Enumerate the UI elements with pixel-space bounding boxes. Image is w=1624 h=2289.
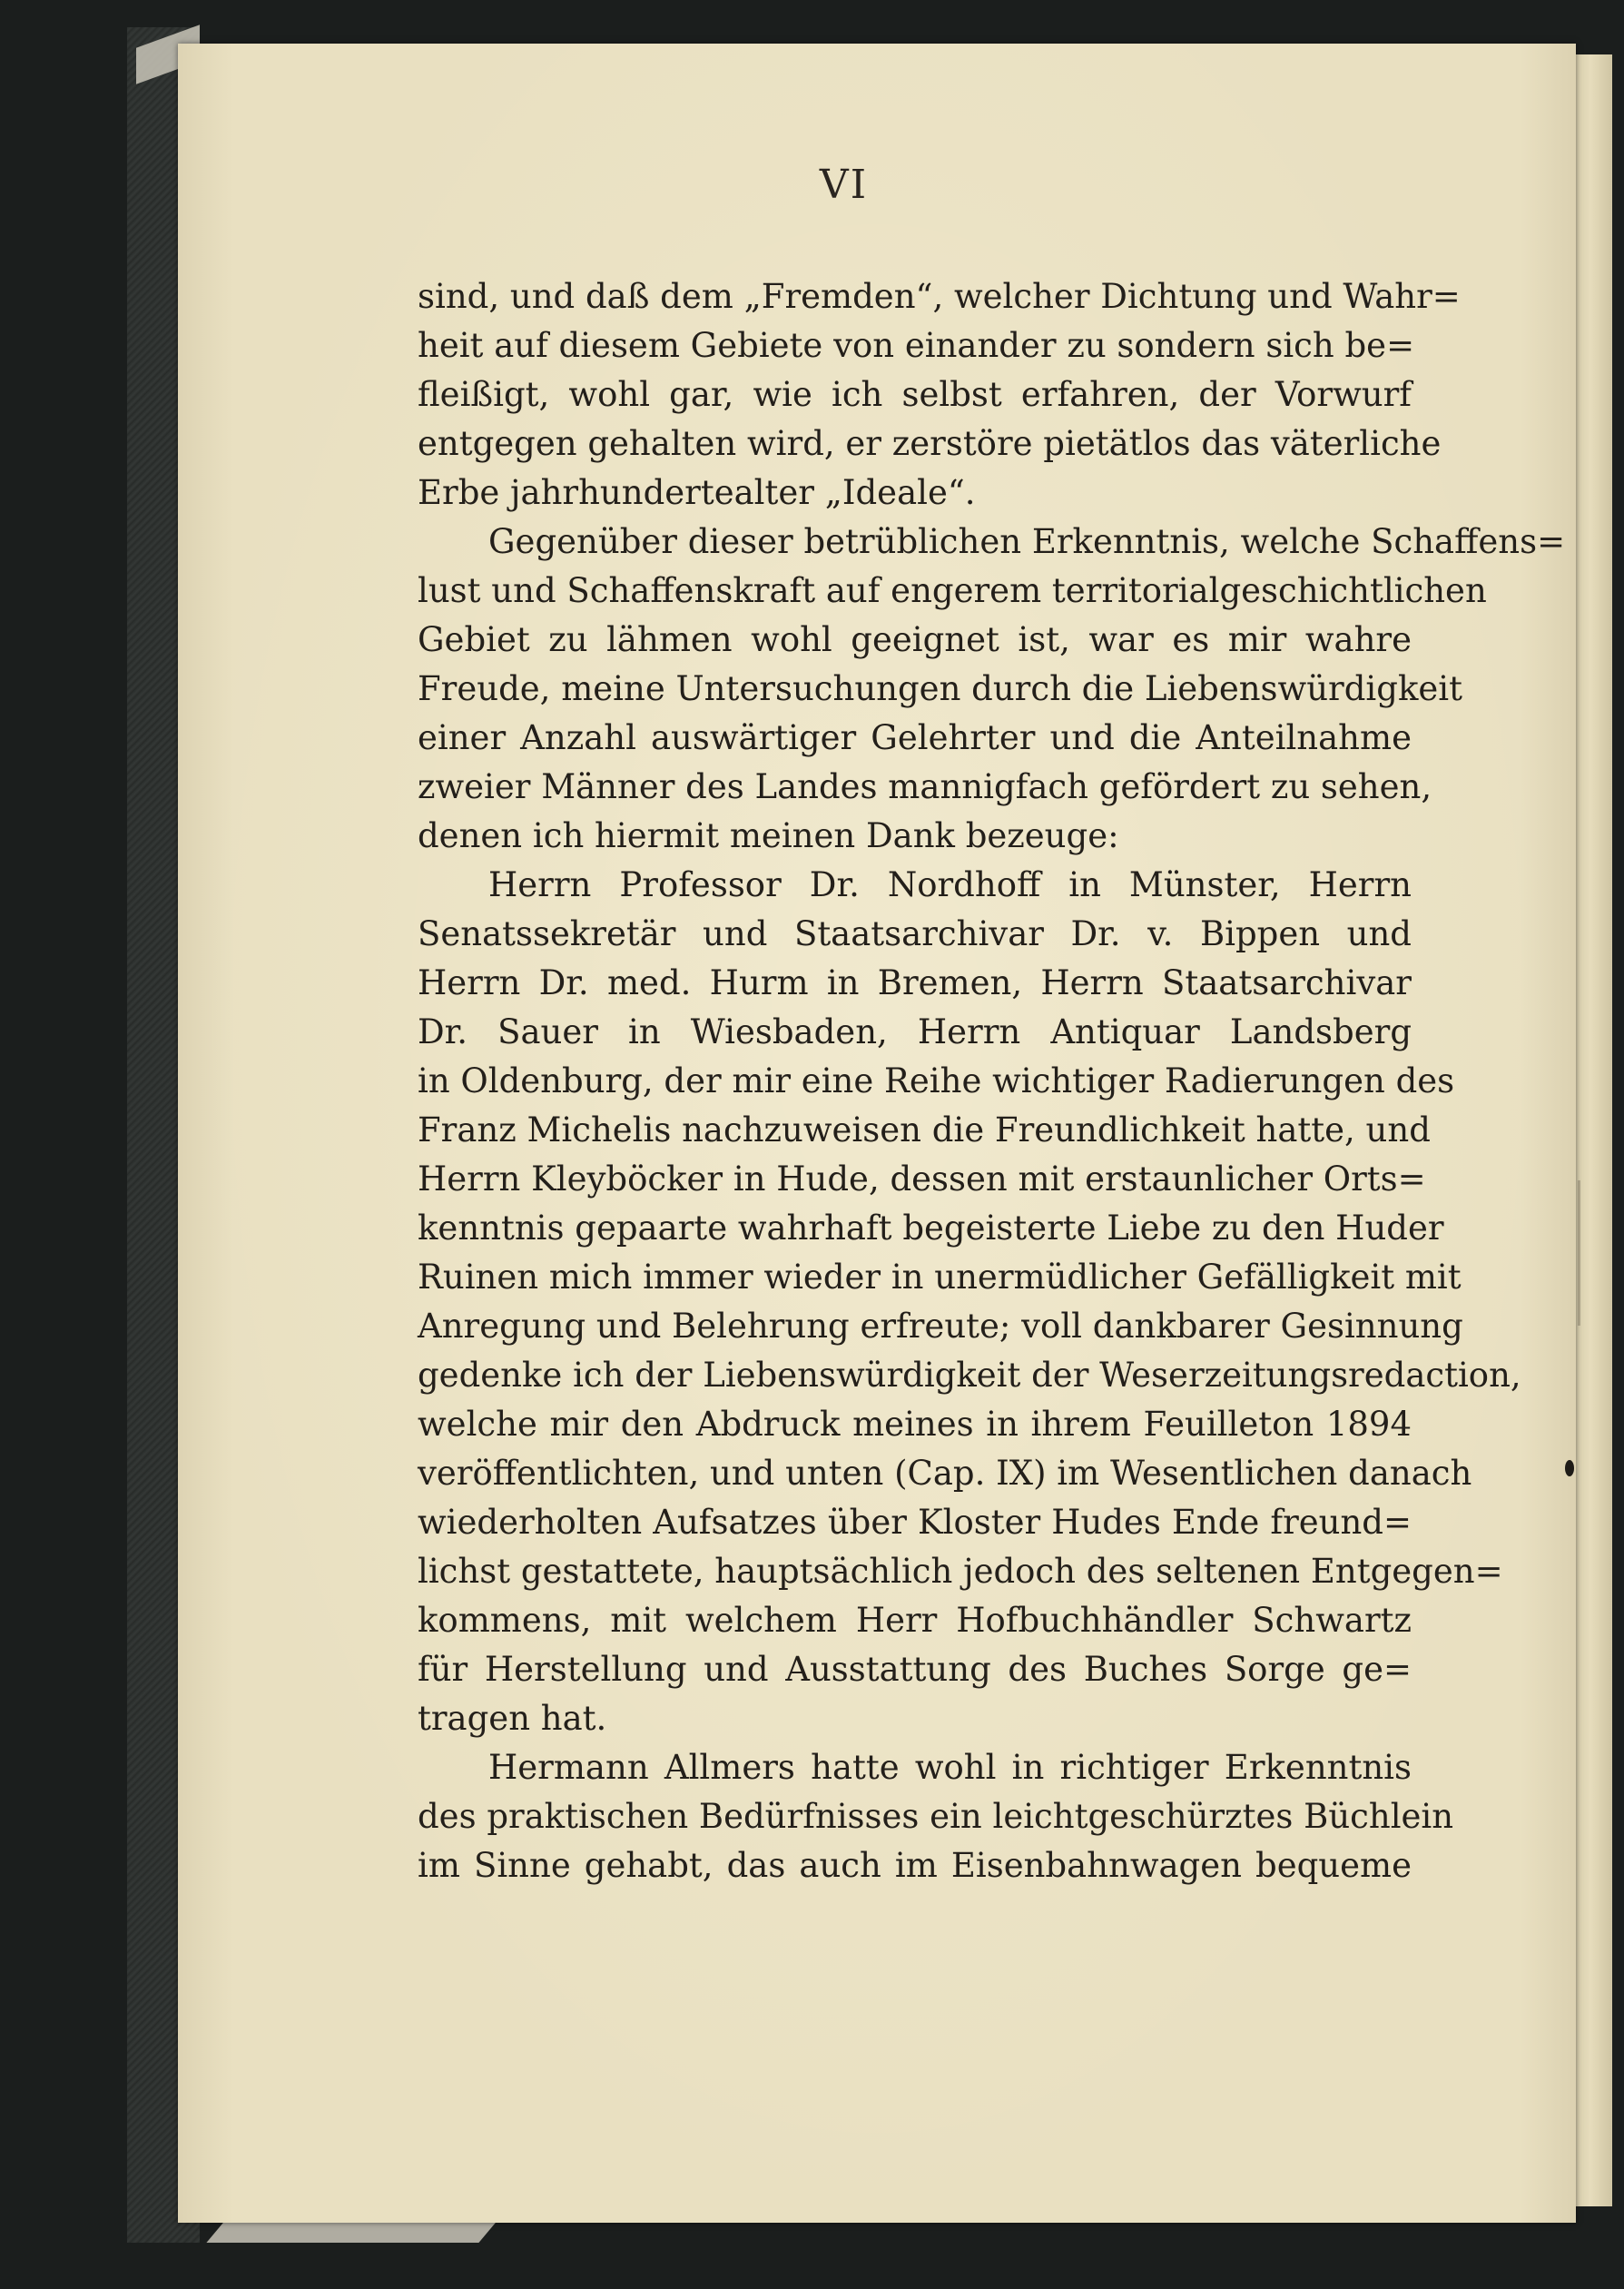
- text-line: tragen hat.: [418, 1699, 607, 1738]
- text-line: Erbe jahrhundertealter „Ideale“.: [418, 473, 976, 512]
- ink-spot: [1565, 1460, 1574, 1476]
- text-line: Anregung und Belehrung erfreute; voll dankbarer Gesinnung: [418, 1307, 1463, 1346]
- text-line: sind, und daß dem „Fremden“, welcher Dichtung und Wahr=: [418, 277, 1461, 316]
- text-line: kommens, mit welchem Herr Hofbuchhändler Schwartz: [418, 1601, 1412, 1640]
- margin-shadow: [1578, 1180, 1580, 1326]
- text-line: in Oldenburg, der mir eine Reihe wichtiger Radierungen des: [418, 1061, 1455, 1100]
- page-number: VI: [819, 162, 869, 208]
- text-line: Herrn Kleyböcker in Hude, dessen mit erstaunlicher Orts=: [418, 1159, 1426, 1199]
- text-line: denen ich hiermit meinen Dank bezeuge:: [418, 816, 1119, 855]
- text-line: zweier Männer des Landes mannigfach gefördert zu sehen,: [418, 767, 1432, 806]
- text-line: einer Anzahl auswärtiger Gelehrter und die Anteilnahme: [418, 718, 1412, 757]
- text-line: Herrn Dr. med. Hurm in Bremen, Herrn Staatsarchivar: [418, 963, 1412, 1002]
- text-line: lichst gestattete, hauptsächlich jedoch des seltenen Entgegen=: [418, 1552, 1503, 1591]
- text-line: Hermann Allmers hatte wohl in richtiger Erkenntnis: [488, 1748, 1412, 1787]
- text-line: fleißigt, wohl gar, wie ich selbst erfahren, der Vorwurf: [418, 375, 1412, 414]
- text-line: Herrn Professor Dr. Nordhoff in Münster, Herrn: [488, 865, 1412, 904]
- text-line: gedenke ich der Liebenswürdigkeit der Weserzeitungsredaction,: [418, 1356, 1521, 1395]
- text-line: des praktischen Bedürfnisses ein leichtgeschürztes Büchlein: [418, 1797, 1454, 1836]
- text-line: Ruinen mich immer wieder in unermüdlicher Gefälligkeit mit: [418, 1258, 1462, 1297]
- text-line: Gegenüber dieser betrüblichen Erkenntnis, welche Schaffens=: [488, 522, 1566, 561]
- text-line: entgegen gehalten wird, er zerstöre pietätlos das väterliche: [418, 424, 1442, 463]
- text-line: Dr. Sauer in Wiesbaden, Herrn Antiquar Landsberg: [418, 1012, 1412, 1051]
- text-line: für Herstellung und Ausstattung des Buches Sorge ge=: [418, 1650, 1412, 1689]
- text-line: im Sinne gehabt, das auch im Eisenbahnwagen bequeme: [418, 1846, 1412, 1885]
- text-line: lust und Schaffenskraft auf engerem territorialgeschichtlichen: [418, 571, 1487, 610]
- text-line: Senatssekretär und Staatsarchivar Dr. v. Bippen und: [418, 914, 1412, 953]
- text-line: heit auf diesem Gebiete von einander zu sondern sich be=: [418, 326, 1415, 365]
- text-line: welche mir den Abdruck meines in ihrem Feuilleton 1894: [418, 1405, 1412, 1444]
- text-line: Gebiet zu lähmen wohl geeignet ist, war es mir wahre: [418, 620, 1412, 659]
- text-line: wiederholten Aufsatzes über Kloster Hudes Ende freund=: [418, 1503, 1412, 1542]
- text-line: Freude, meine Untersuchungen durch die Liebenswürdigkeit: [418, 669, 1462, 708]
- page-edge: [1576, 54, 1612, 2206]
- body-text: [418, 272, 1566, 1890]
- text-line: kenntnis gepaarte wahrhaft begeisterte Liebe zu den Huder: [418, 1209, 1444, 1248]
- text-line: Franz Michelis nachzuweisen die Freundlichkeit hatte, und: [418, 1110, 1431, 1149]
- text-line: veröffentlichten, und unten (Cap. IX) im Wesentlichen danach: [418, 1454, 1472, 1493]
